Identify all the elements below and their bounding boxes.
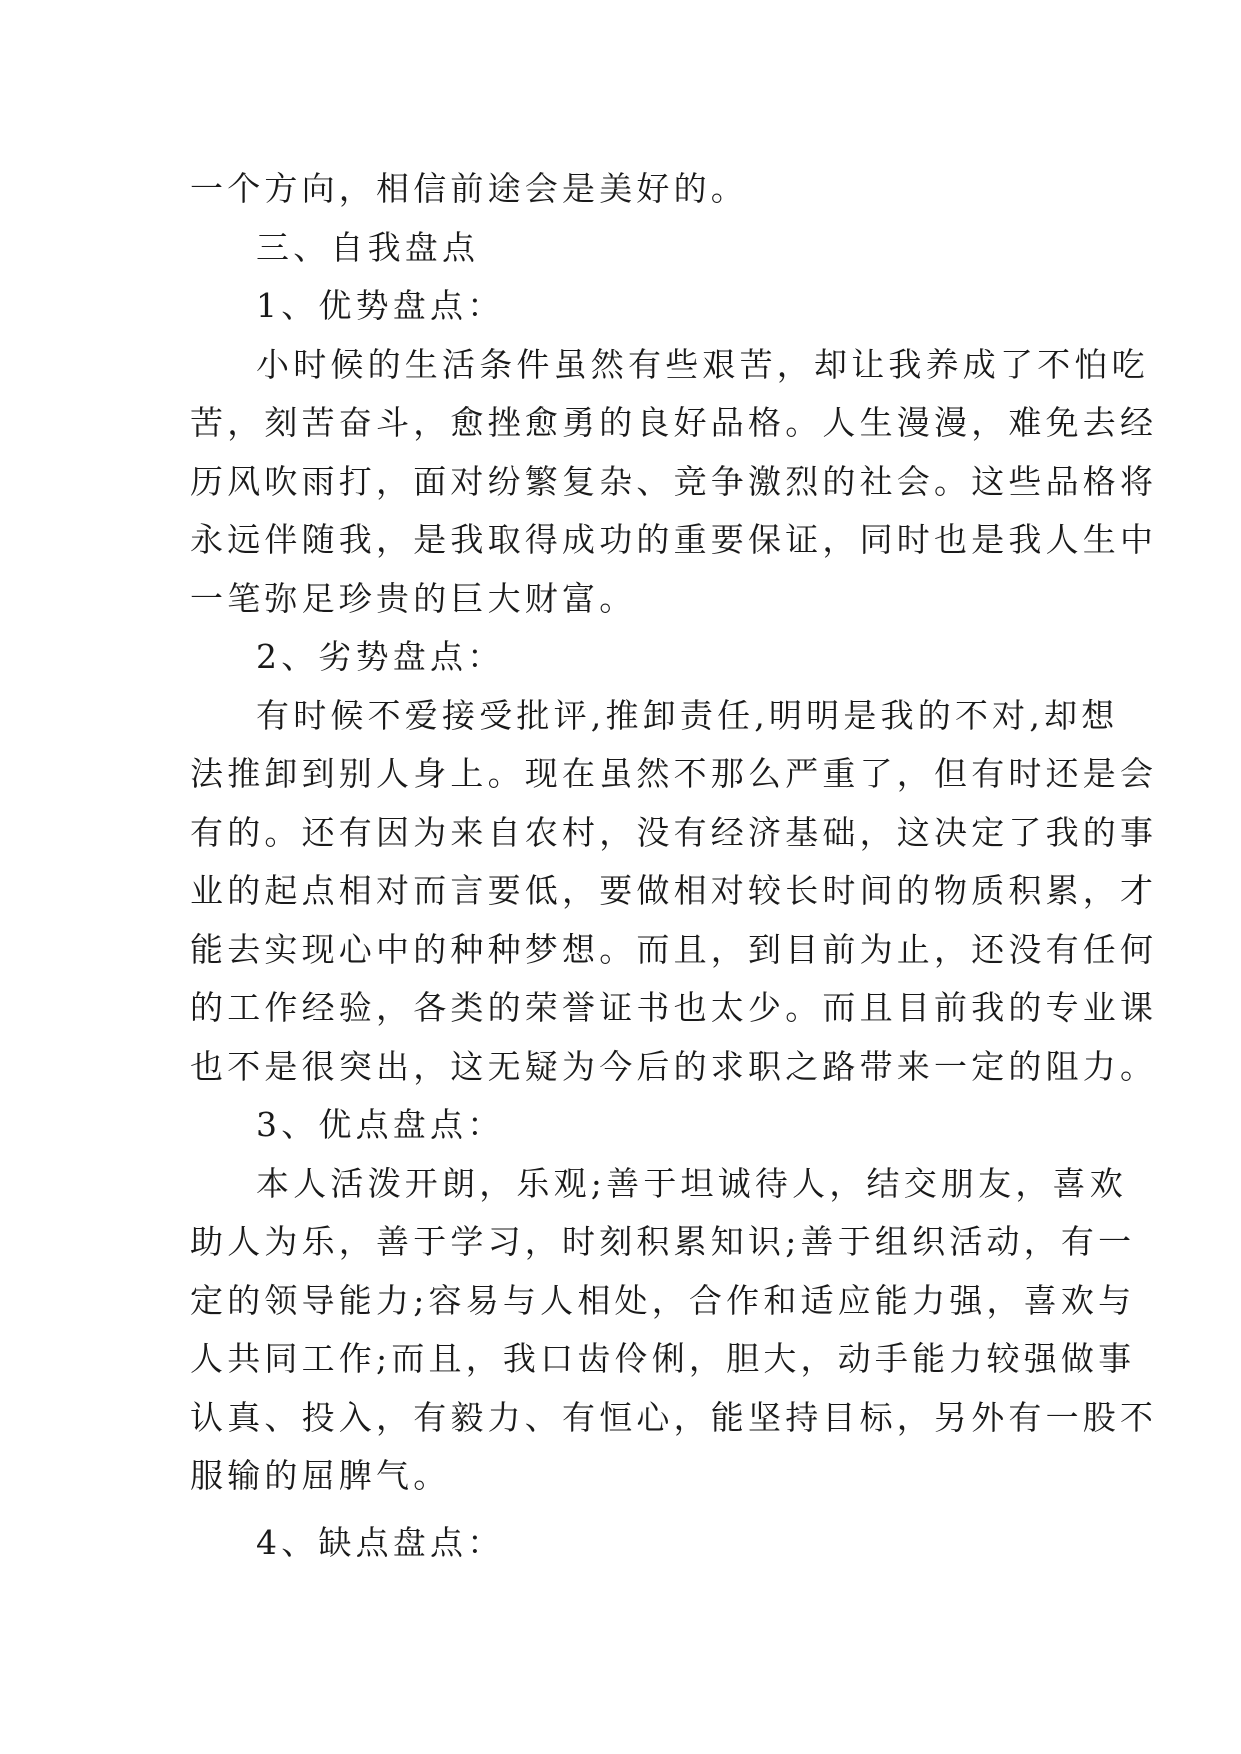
- paragraph-line: 有的。还有因为来自农村，没有经济基础，这决定了我的事: [190, 812, 1158, 852]
- paragraph-line: 苦，刻苦奋斗，愈挫愈勇的良好品格。人生漫漫，难免去经: [190, 403, 1158, 442]
- paragraph-line: 人共同工作;而且，我口齿伶俐，胆大，动手能力较强做事: [190, 1339, 1136, 1378]
- subheading-merits: 3、优点盘点：: [256, 1105, 505, 1144]
- paragraph-line: 能去实现心中的种种梦想。而且，到目前为止，还没有任何: [190, 929, 1158, 969]
- subheading-shortcomings: 4、缺点盘点：: [256, 1522, 505, 1562]
- section-heading-self-inventory: 三、自我盘点: [256, 227, 480, 267]
- paragraph-line: 服输的屈脾气。: [190, 1456, 451, 1495]
- paragraph-line: 本人活泼开朗，乐观;善于坦诚待人，结交朋友，喜欢: [256, 1163, 1127, 1203]
- subheading-weaknesses: 2、劣势盘点：: [256, 637, 505, 676]
- paragraph-line: 定的领导能力;容易与人相处，合作和适应能力强，喜欢与: [190, 1280, 1136, 1320]
- paragraph-line: 历风吹雨打，面对纷繁复杂、竞争激烈的社会。这些品格将: [190, 461, 1158, 501]
- paragraph-line: 法推卸到别人身上。现在虽然不那么严重了，但有时还是会: [190, 754, 1158, 793]
- document-body: [190, 160, 1158, 1572]
- paragraph-line: 的工作经验，各类的荣誉证书也太少。而且目前我的专业课: [190, 988, 1158, 1027]
- paragraph-line: 小时候的生活条件虽然有些艰苦，却让我养成了不怕吃: [256, 344, 1149, 384]
- subheading-strengths: 1、优势盘点：: [256, 286, 505, 325]
- paragraph-line: 永远伴随我，是我取得成功的重要保证，同时也是我人生中: [190, 520, 1158, 559]
- paragraph-line: 也不是很突出，这无疑为今后的求职之路带来一定的阻力。: [190, 1046, 1158, 1086]
- paragraph-line: 助人为乐，善于学习，时刻积累知识;善于组织活动，有一: [190, 1222, 1136, 1261]
- paragraph-line: 一个方向，相信前途会是美好的。: [190, 169, 748, 208]
- paragraph-line: 业的起点相对而言要低，要做相对较长时间的物质积累，才: [190, 871, 1158, 910]
- paragraph-line: 认真、投入，有毅力、有恒心，能坚持目标，另外有一股不: [190, 1397, 1158, 1437]
- paragraph-line: 有时候不爱接受批评,推卸责任,明明是我的不对,却想: [256, 695, 1119, 735]
- paragraph-line: 一笔弥足珍贵的巨大财富。: [190, 578, 637, 618]
